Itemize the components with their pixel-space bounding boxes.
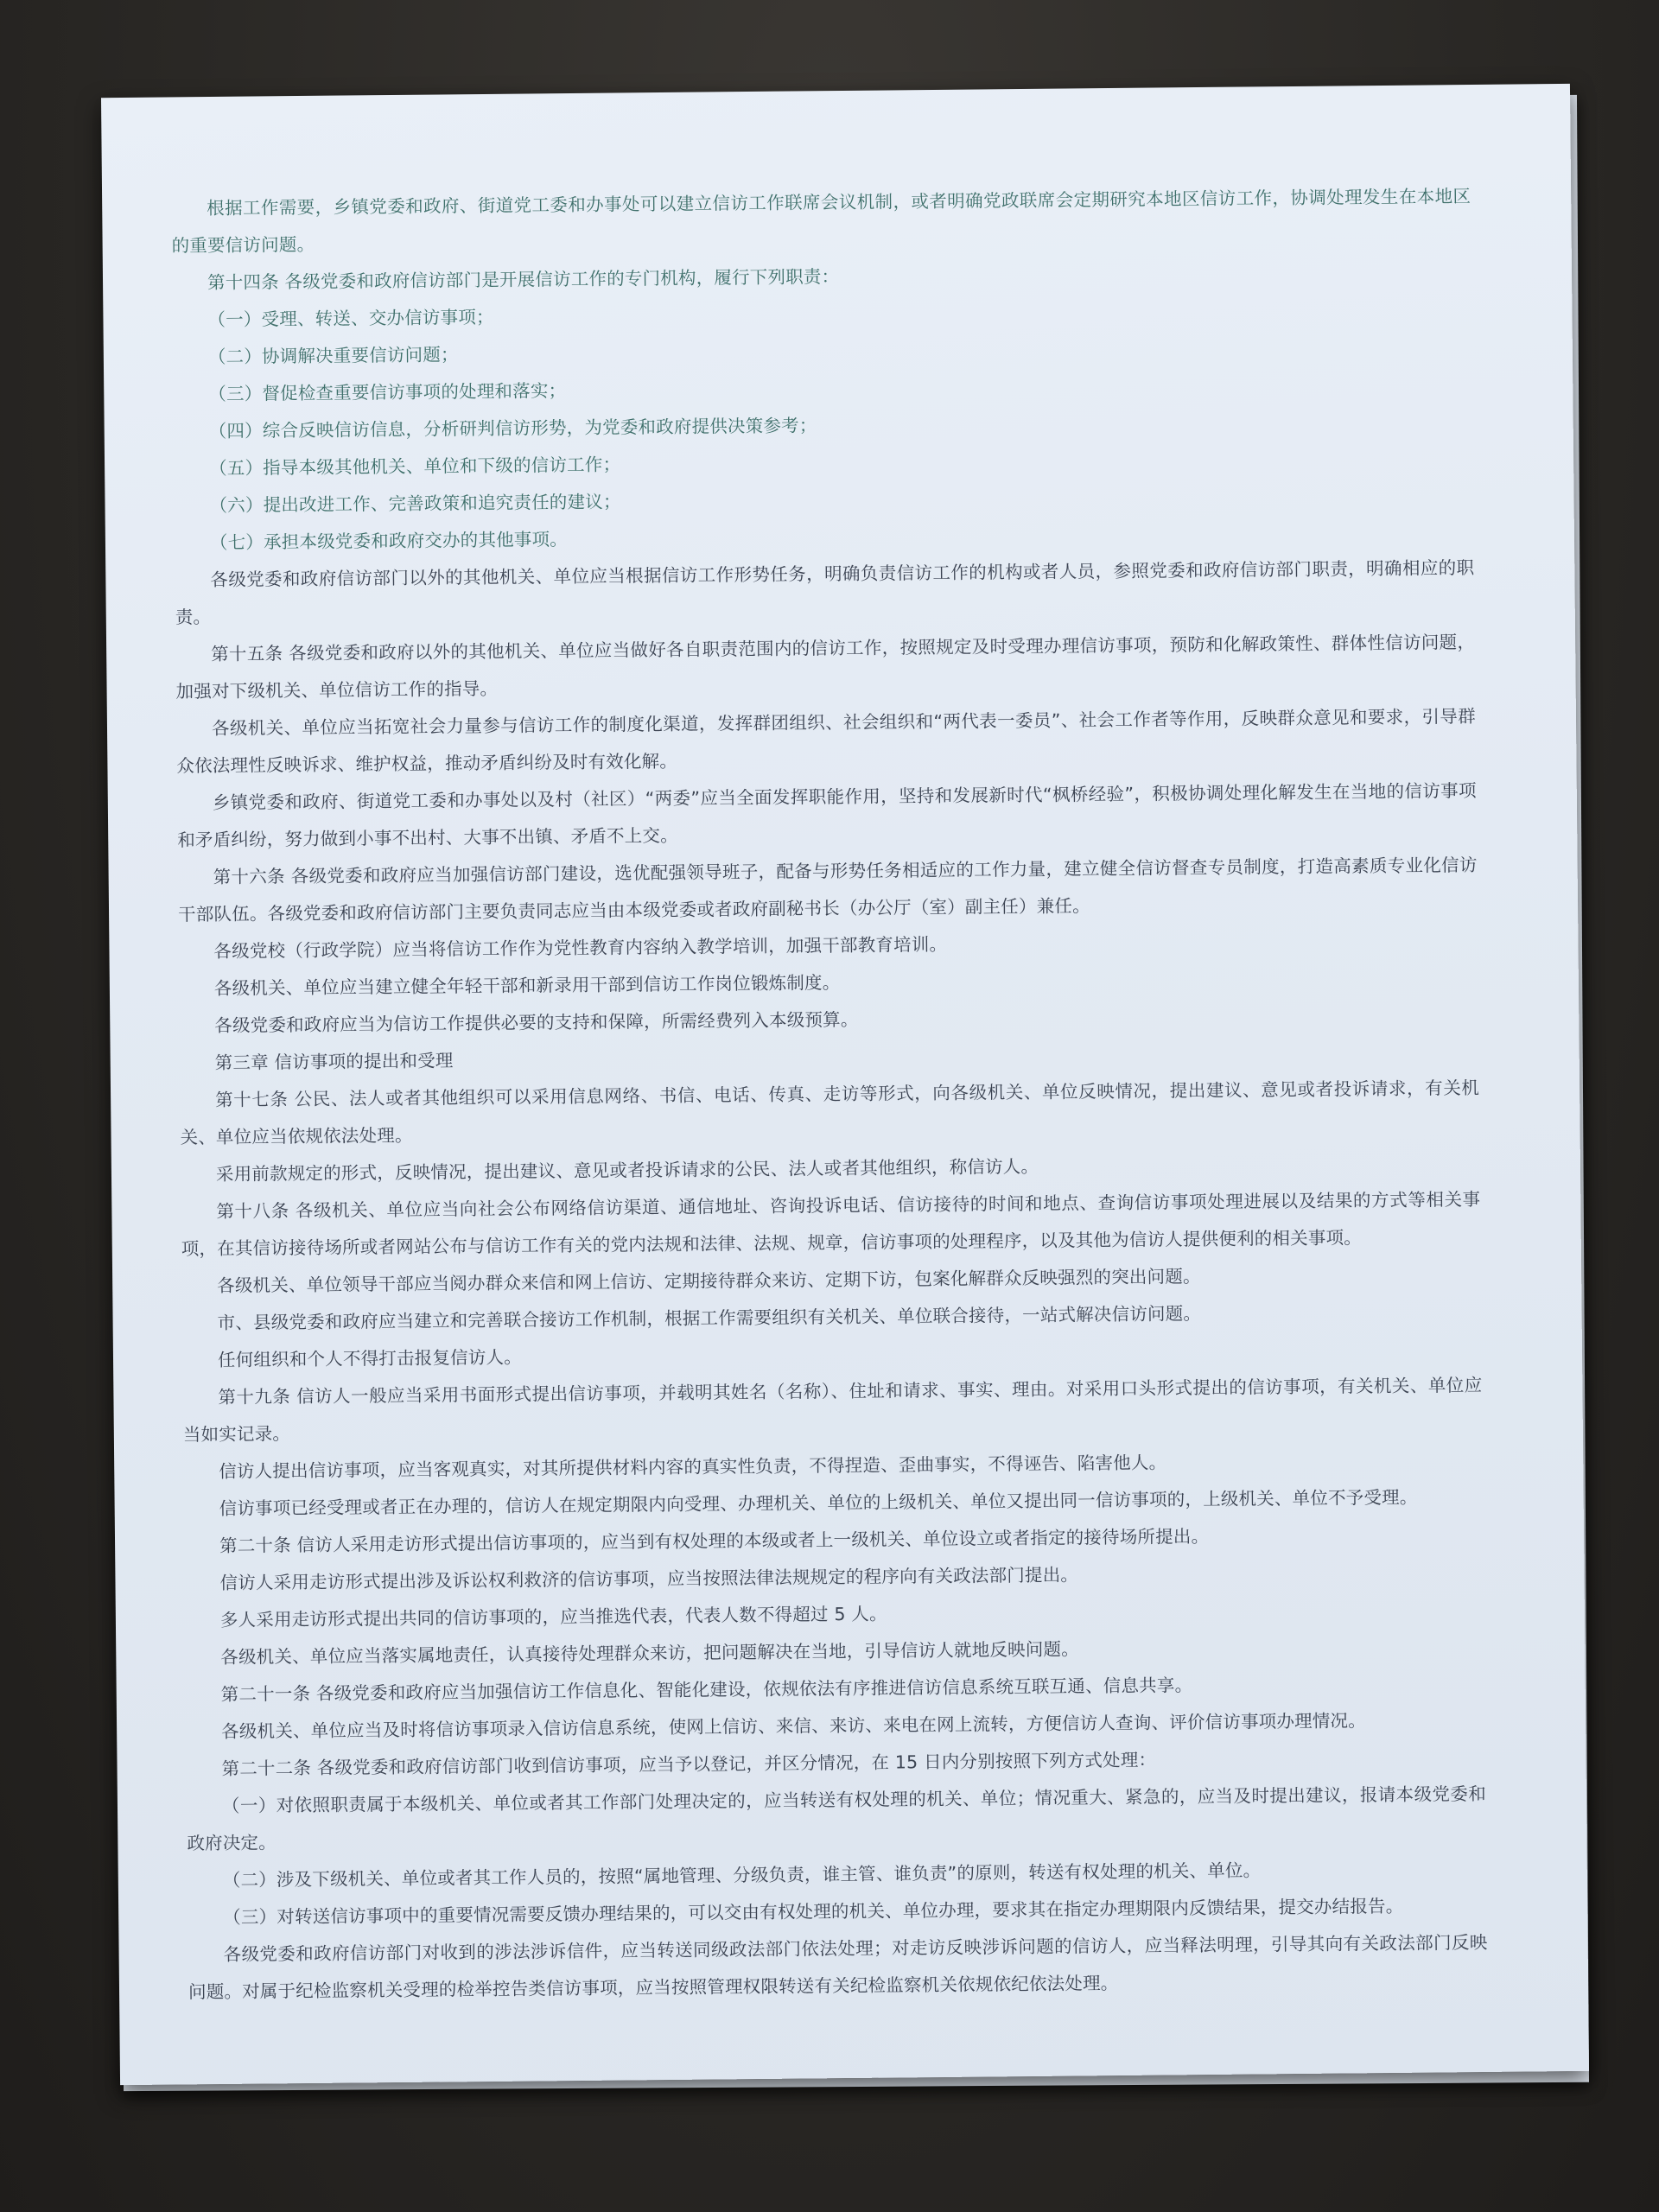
paragraph: 信访人采用走访形式提出涉及诉讼权利救济的信访事项，应当按照法律法规规定的程序向有关政法部门提出。 <box>219 1564 1079 1593</box>
paragraph: 多人采用走访形式提出共同的信访事项的，应当推选代表，代表人数不得超过 5 人。 <box>219 1603 887 1630</box>
list-item: （五）指导本级其他机关、单位和下级的信访工作； <box>209 454 621 480</box>
paragraph: 各级党校（行政学院）应当将信访工作作为党性教育内容纳入教学培训，加强干部教育培训。 <box>213 933 948 963</box>
paragraph: 任何组织和个人不得打击报复信访人。 <box>217 1346 523 1370</box>
list-item: （七）承担本级党委和政府交办的其他事项。 <box>209 529 569 554</box>
article-21: 第二十一条 各级党委和政府应当加强信访工作信息化、智能化建设，依规依法有序推进信访信息系统互联互通、信息共享。 <box>220 1675 1193 1705</box>
article-16: 第十六条 各级党委和政府应当加强信访部门建设，选优配强领导班子，配备与形势任务相适应的工作力量，建立健全信访督查专员制度，打造高素质专业化信访干部队伍。各级党委和政府信访部门主要负责同志应当由本级党委或者政府副秘书长（办公厅（室）副主任）兼任。 <box>177 854 1478 925</box>
document-body <box>171 178 1488 2011</box>
article-14: 第十四条 各级党委和政府信访部门是开展信访工作的专门机构，履行下列职责： <box>207 266 840 294</box>
list-item: （三）督促检查重要信访事项的处理和落实； <box>208 380 567 405</box>
paragraph: 各级机关、单位应当拓宽社会力量参与信访工作的制度化渠道，发挥群团组织、社会组织和“两代表一委员”、社会工作者等作用，反映群众意见和要求，引导群众依法理性反映诉求、维护权益，推动矛盾纠纷及时有效化解。 <box>176 705 1477 777</box>
paragraph: 各级党委和政府信访部门以外的其他机关、单位应当根据信访工作形势任务，明确负责信访工作的机构或者人员，参照党委和政府信访部门职责，明确相应的职责。 <box>175 556 1475 628</box>
paragraph: 乡镇党委和政府、街道党工委和办事处以及村（社区）“两委”应当全面发挥职能作用，坚持和发展新时代“枫桥经验”，积极协调处理化解发生在当地的信访事项和矛盾纠纷，努力做到小事不出村、大事不出镇、矛盾不上交。 <box>177 779 1477 851</box>
list-item: （六）提出改进工作、完善政策和追究责任的建议； <box>209 491 621 517</box>
paragraph: 信访事项已经受理或者正在办理的，信访人在规定期限内向受理、办理机关、单位的上级机关、单位又提出同一信访事项的，上级机关、单位不予受理。 <box>219 1486 1418 1519</box>
paragraph: 采用前款规定的形式，反映情况，提出建议、意见或者投诉请求的公民、法人或者其他组织，称信访人。 <box>215 1155 1039 1185</box>
paragraph: 各级机关、单位应当及时将信访事项录入信访信息系统，使网上信访、来信、来访、来电在网上流转，方便信访人查询、评价信访事项办理情况。 <box>221 1710 1367 1742</box>
article-18: 第十八条 各级机关、单位应当向社会公布网络信访渠道、通信地址、咨询投诉电话、信访接待的时间和地点、查询信访事项处理进展以及结果的方式等相关事项，在其信访接待场所或者网站公布与信访工作有关的党内法规和法律、法规、规章，信访事项的处理程序，以及其他为信访人提供便利的相关事项。 <box>181 1188 1481 1260</box>
article-19: 第十九条 信访人一般应当采用书面形式提出信访事项，并载明其姓名（名称）、住址和请求、事实、理由。对采用口头形式提出的信访事项，有关机关、单位应当如实记录。 <box>182 1374 1483 1446</box>
article-22: 第二十二条 各级党委和政府信访部门收到信访事项，应当予以登记，并区分情况，在 15 日内分别按照下列方式处理： <box>221 1749 1157 1779</box>
list-item: （二）涉及下级机关、单位或者其工作人员的，按照“属地管理、分级负责，谁主管、谁负责”的原则，转送有权处理的机关、单位。 <box>222 1859 1262 1891</box>
chapter-heading: 第三章 信访事项的提出和受理 <box>214 1050 454 1073</box>
paragraph: 各级机关、单位领导干部应当阅办群众来信和网上信访、定期接待群众来访、定期下访，包案化解群众反映强烈的突出问题。 <box>217 1266 1201 1296</box>
list-item: （二）协调解决重要信访问题； <box>207 344 459 368</box>
paragraph: 各级党委和政府应当为信访工作提供必要的支持和保障，所需经费列入本级预算。 <box>214 1008 859 1037</box>
paragraph: 各级机关、单位应当落实属地责任，认真接待处理群众来访，把问题解决在当地，引导信访人就地反映问题。 <box>220 1638 1080 1668</box>
paragraph: 市、县级党委和政府应当建立和完善联合接访工作机制，根据工作需要组织有关机关、单位联合接待，一站式解决信访问题。 <box>217 1303 1202 1333</box>
list-item: （一）对依照职责属于本级机关、单位或者其工作部门处理决定的，应当转送有权处理的机关、单位；情况重大、紧急的，应当及时提出建议，报请本级党委和政府决定。 <box>187 1783 1487 1854</box>
list-item: （四）综合反映信访信息，分析研判信访形势，为党委和政府提供决策参考； <box>208 415 817 442</box>
article-15: 第十五条 各级党委和政府以外的其他机关、单位应当做好各自职责范围内的信访工作，按照规定及时受理办理信访事项，预防和化解政策性、群体性信访问题，加强对下级机关、单位信访工作的指导。 <box>175 631 1476 702</box>
list-item: （一）受理、转送、交办信访事项； <box>207 306 494 331</box>
paragraph: 各级机关、单位应当建立健全年轻干部和新录用干部到信访工作岗位锻炼制度。 <box>213 972 841 1000</box>
paragraph: 根据工作需要，乡镇党委和政府、街道党工委和办事处可以建立信访工作联席会议机制，或者明确党政联席会定期研究本地区信访工作，协调处理发生在本地区的重要信访问题。 <box>171 186 1471 257</box>
paragraph: 信访人提出信访事项，应当客观真实，对其所提供材料内容的真实性负责，不得捏造、歪曲事实，不得诬告、陷害他人。 <box>219 1452 1167 1482</box>
list-item: （三）对转送信访事项中的重要情况需要反馈办理结果的，可以交由有权处理的机关、单位办理，要求其在指定办理期限内反馈结果，提交办结报告。 <box>223 1895 1404 1928</box>
document-page <box>101 84 1589 2085</box>
paragraph: 各级党委和政府信访部门对收到的涉法涉诉信件，应当转送同级政法部门依法处理；对走访反映涉诉问题的信访人，应当释法明理，引导其向有关政法部门反映问题。对属于纪检监察机关受理的检举控告类信访事项，应当按照管理权限转送有关纪检监察机关依规依纪依法处理。 <box>188 1931 1488 2003</box>
article-20: 第二十条 信访人采用走访形式提出信访事项的，应当到有权处理的本级或者上一级机关、单位设立或者指定的接待场所提出。 <box>219 1525 1210 1556</box>
article-17: 第十七条 公民、法人或者其他组织可以采用信息网络、书信、电话、传真、走访等形式，向各级机关、单位反映情况，提出建议、意见或者投诉请求，有关机关、单位应当依规依法处理。 <box>180 1077 1480 1148</box>
